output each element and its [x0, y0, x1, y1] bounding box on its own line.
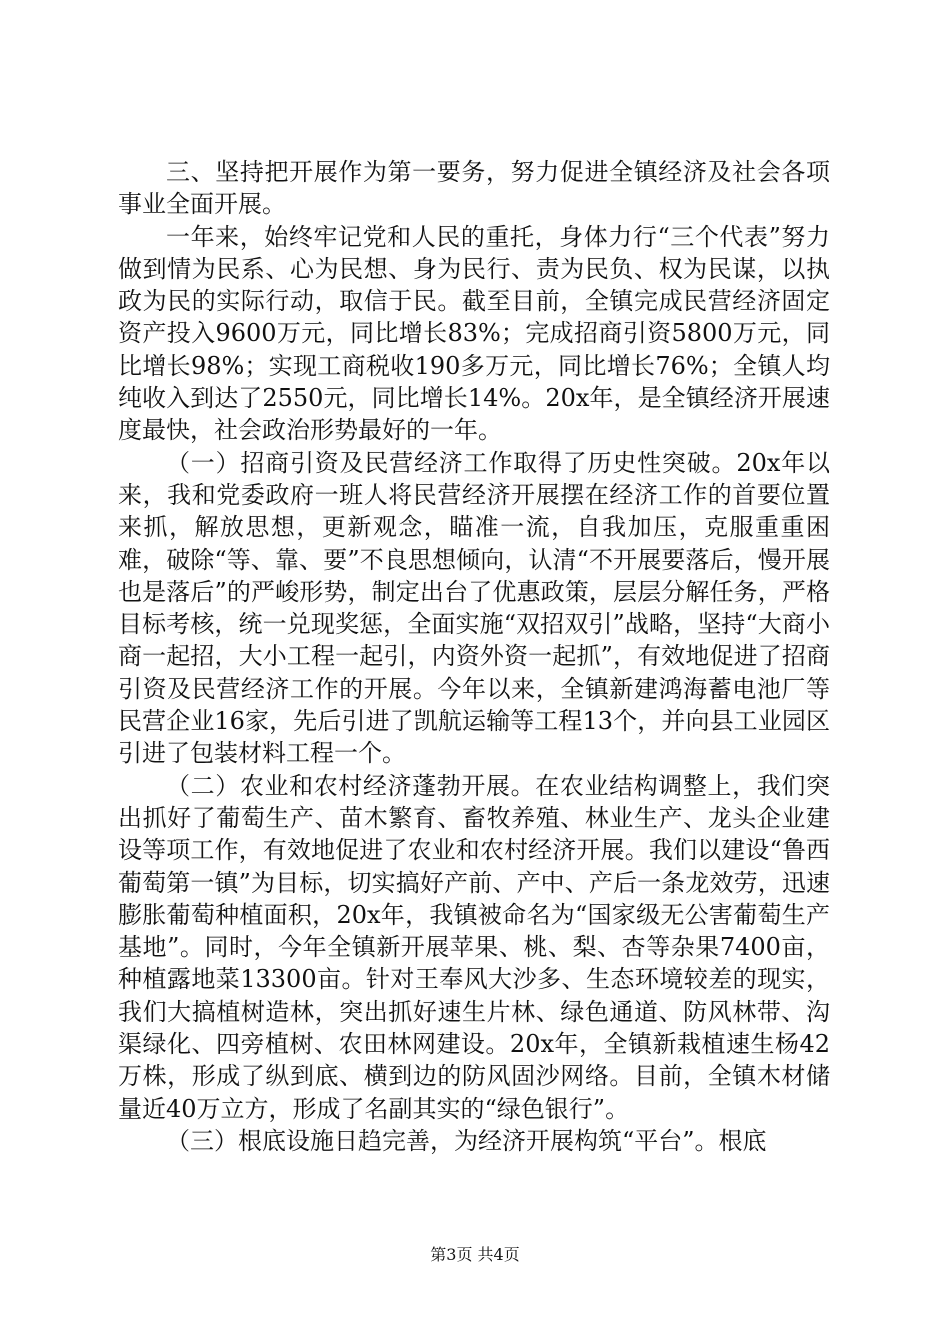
document-body	[118, 156, 830, 1157]
paragraph-investment-private-economy: （一）招商引资及民营经济工作取得了历史性突破。20x年以来，我和党委政府一班人将民营经济开展摆在经济工作的首要位置来抓，解放思想，更新观念，瞄准一流，自我加压，克服重重困难，破除“等、靠、要”不良思想倾向，认清“不开展要落后，慢开展也是落后”的严峻形势，制定出台了优惠政策，层层分解任务，严格目标考核，统一兑现奖惩，全面实施“双招双引”战略，坚持“大商小商一起招，大小工程一起引，内资外资一起抓”，有效地促进了招商引资及民营经济工作的开展。今年以来，全镇新建鸿海蓄电池厂等民营企业16家，先后引进了凯航运输等工程13个，并向县工业园区引进了包装材料工程一个。	[118, 448, 830, 768]
paragraph-annual-summary: 一年来，始终牢记党和人民的重托，身体力行“三个代表”努力做到情为民系、心为民想、身为民行、责为民负、权为民谋，以执政为民的实际行动，取信于民。截至目前，全镇完成民营经济固定资产投入9600万元，同比增长83%；完成招商引资5800万元，同比增长98%；实现工商税收190多万元，同比增长76%；全镇人均纯收入到达了2550元，同比增长14%。20x年，是全镇经济开展速度最快，社会政治形势最好的一年。	[118, 222, 830, 445]
page-number-footer: 第3页 共4页	[430, 1245, 520, 1264]
paragraph-agriculture-rural-economy: （二）农业和农村经济蓬勃开展。在农业结构调整上，我们突出抓好了葡萄生产、苗木繁育、畜牧养殖、林业生产、龙头企业建设等项工作，有效地促进了农业和农村经济开展。我们以建设“鲁西葡萄第一镇”为目标，切实搞好产前、产中、产后一条龙效劳，迅速膨胀葡萄种植面积，20x年，我镇被命名为“国家级无公害葡萄生产基地”。同时，今年全镇新开展苹果、桃、梨、杏等杂果7400亩，种植露地菜13300亩。针对王奉风大沙多、生态环境较差的现实，我们大搞植树造林，突出抓好速生片林、绿色通道、防风林带、沟渠绿化、四旁植树、农田林网建设。20x年，全镇新栽植速生杨42万株，形成了纵到底、横到边的防风固沙网络。目前，全镇木材储量近40万立方，形成了名副其实的“绿色银行”。	[118, 771, 830, 1123]
paragraph-infrastructure: （三）根底设施日趋完善，为经济开展构筑“平台”。根底	[166, 1126, 767, 1155]
paragraph-section-three-heading: 三、坚持把开展作为第一要务，努力促进全镇经济及社会各项事业全面开展。	[118, 158, 830, 219]
